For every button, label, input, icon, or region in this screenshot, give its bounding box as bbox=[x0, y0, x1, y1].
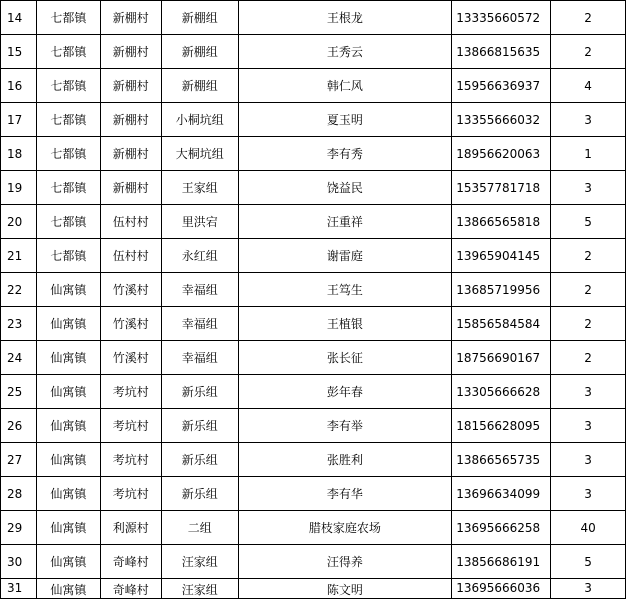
count-cell: 2 bbox=[551, 1, 626, 35]
name-cell: 王植银 bbox=[238, 307, 452, 341]
town-cell: 仙寓镇 bbox=[36, 579, 100, 599]
group-cell: 新乐组 bbox=[161, 443, 238, 477]
village-cell: 新棚村 bbox=[100, 1, 161, 35]
name-cell: 汪得养 bbox=[238, 545, 452, 579]
name-cell: 王根龙 bbox=[238, 1, 452, 35]
phone-cell: 13305666628 bbox=[452, 375, 551, 409]
phone-cell: 15856584584 bbox=[452, 307, 551, 341]
name-cell: 李有华 bbox=[238, 477, 452, 511]
row-index-cell: 14 bbox=[1, 1, 37, 35]
town-cell: 仙寓镇 bbox=[36, 375, 100, 409]
village-cell: 竹溪村 bbox=[100, 273, 161, 307]
row-index-cell: 27 bbox=[1, 443, 37, 477]
town-cell: 七都镇 bbox=[36, 137, 100, 171]
count-cell: 3 bbox=[551, 375, 626, 409]
table-row bbox=[1, 341, 626, 375]
phone-cell: 13866565818 bbox=[452, 205, 551, 239]
name-cell: 腊枝家庭农场 bbox=[238, 511, 452, 545]
name-cell: 李有秀 bbox=[238, 137, 452, 171]
group-cell: 大桐坑组 bbox=[161, 137, 238, 171]
phone-cell: 13965904145 bbox=[452, 239, 551, 273]
town-cell: 仙寓镇 bbox=[36, 443, 100, 477]
group-cell: 新棚组 bbox=[161, 35, 238, 69]
town-cell: 仙寓镇 bbox=[36, 477, 100, 511]
row-index-cell: 24 bbox=[1, 341, 37, 375]
village-cell: 新棚村 bbox=[100, 35, 161, 69]
town-cell: 仙寓镇 bbox=[36, 341, 100, 375]
village-cell: 奇峰村 bbox=[100, 545, 161, 579]
row-index-cell: 17 bbox=[1, 103, 37, 137]
village-cell: 竹溪村 bbox=[100, 341, 161, 375]
row-index-cell: 21 bbox=[1, 239, 37, 273]
village-cell: 伍村村 bbox=[100, 205, 161, 239]
town-cell: 仙寓镇 bbox=[36, 545, 100, 579]
row-index-cell: 16 bbox=[1, 69, 37, 103]
town-cell: 仙寓镇 bbox=[36, 511, 100, 545]
count-cell: 5 bbox=[551, 205, 626, 239]
table-row bbox=[1, 545, 626, 579]
village-cell: 考坑村 bbox=[100, 375, 161, 409]
count-cell: 3 bbox=[551, 579, 626, 599]
group-cell: 王家组 bbox=[161, 171, 238, 205]
name-cell: 饶益民 bbox=[238, 171, 452, 205]
row-index-cell: 20 bbox=[1, 205, 37, 239]
town-cell: 仙寓镇 bbox=[36, 307, 100, 341]
phone-cell: 13335660572 bbox=[452, 1, 551, 35]
phone-cell: 18156628095 bbox=[452, 409, 551, 443]
count-cell: 2 bbox=[551, 307, 626, 341]
phone-cell: 13695666258 bbox=[452, 511, 551, 545]
name-cell: 陈文明 bbox=[238, 579, 452, 599]
row-index-cell: 30 bbox=[1, 545, 37, 579]
row-index-cell: 26 bbox=[1, 409, 37, 443]
row-index-cell: 19 bbox=[1, 171, 37, 205]
village-cell: 考坑村 bbox=[100, 443, 161, 477]
phone-cell: 13866565735 bbox=[452, 443, 551, 477]
count-cell: 3 bbox=[551, 477, 626, 511]
group-cell: 新棚组 bbox=[161, 69, 238, 103]
name-cell: 汪重祥 bbox=[238, 205, 452, 239]
name-cell: 夏玉明 bbox=[238, 103, 452, 137]
phone-cell: 13856686191 bbox=[452, 545, 551, 579]
count-cell: 1 bbox=[551, 137, 626, 171]
count-cell: 3 bbox=[551, 443, 626, 477]
count-cell: 3 bbox=[551, 171, 626, 205]
table-row bbox=[1, 171, 626, 205]
count-cell: 2 bbox=[551, 239, 626, 273]
group-cell: 幸福组 bbox=[161, 307, 238, 341]
group-cell: 小桐坑组 bbox=[161, 103, 238, 137]
village-cell: 竹溪村 bbox=[100, 307, 161, 341]
phone-cell: 18756690167 bbox=[452, 341, 551, 375]
phone-cell: 15357781718 bbox=[452, 171, 551, 205]
town-cell: 七都镇 bbox=[36, 103, 100, 137]
name-cell: 张胜利 bbox=[238, 443, 452, 477]
phone-cell: 13866815635 bbox=[452, 35, 551, 69]
name-cell: 李有举 bbox=[238, 409, 452, 443]
table-row bbox=[1, 477, 626, 511]
phone-cell: 13685719956 bbox=[452, 273, 551, 307]
group-cell: 幸福组 bbox=[161, 341, 238, 375]
count-cell: 3 bbox=[551, 409, 626, 443]
count-cell: 2 bbox=[551, 35, 626, 69]
row-index-cell: 23 bbox=[1, 307, 37, 341]
phone-cell: 13695666036 bbox=[452, 579, 551, 599]
village-cell: 新棚村 bbox=[100, 103, 161, 137]
group-cell: 里洪宕 bbox=[161, 205, 238, 239]
phone-cell: 15956636937 bbox=[452, 69, 551, 103]
town-cell: 仙寓镇 bbox=[36, 273, 100, 307]
table-row bbox=[1, 205, 626, 239]
town-cell: 七都镇 bbox=[36, 69, 100, 103]
table-row bbox=[1, 443, 626, 477]
group-cell: 新乐组 bbox=[161, 477, 238, 511]
table-row bbox=[1, 579, 626, 599]
group-cell: 新乐组 bbox=[161, 375, 238, 409]
name-cell: 韩仁风 bbox=[238, 69, 452, 103]
village-cell: 新棚村 bbox=[100, 137, 161, 171]
group-cell: 新乐组 bbox=[161, 409, 238, 443]
count-cell: 4 bbox=[551, 69, 626, 103]
name-cell: 谢雷庭 bbox=[238, 239, 452, 273]
table-row bbox=[1, 35, 626, 69]
group-cell: 幸福组 bbox=[161, 273, 238, 307]
row-index-cell: 18 bbox=[1, 137, 37, 171]
table-row bbox=[1, 103, 626, 137]
group-cell: 汪家组 bbox=[161, 545, 238, 579]
row-index-cell: 25 bbox=[1, 375, 37, 409]
phone-cell: 13355666032 bbox=[452, 103, 551, 137]
table-body bbox=[1, 1, 626, 599]
count-cell: 5 bbox=[551, 545, 626, 579]
table-row bbox=[1, 1, 626, 35]
table-row bbox=[1, 69, 626, 103]
town-cell: 仙寓镇 bbox=[36, 409, 100, 443]
name-cell: 王秀云 bbox=[238, 35, 452, 69]
row-index-cell: 15 bbox=[1, 35, 37, 69]
village-cell: 新棚村 bbox=[100, 171, 161, 205]
row-index-cell: 29 bbox=[1, 511, 37, 545]
phone-cell: 18956620063 bbox=[452, 137, 551, 171]
group-cell: 汪家组 bbox=[161, 579, 238, 599]
row-index-cell: 22 bbox=[1, 273, 37, 307]
group-cell: 二组 bbox=[161, 511, 238, 545]
village-cell: 考坑村 bbox=[100, 409, 161, 443]
table-row bbox=[1, 307, 626, 341]
group-cell: 永红组 bbox=[161, 239, 238, 273]
town-cell: 七都镇 bbox=[36, 205, 100, 239]
name-cell: 张长征 bbox=[238, 341, 452, 375]
table-row bbox=[1, 239, 626, 273]
village-cell: 奇峰村 bbox=[100, 579, 161, 599]
town-cell: 七都镇 bbox=[36, 171, 100, 205]
table-row bbox=[1, 511, 626, 545]
village-cell: 考坑村 bbox=[100, 477, 161, 511]
village-cell: 新棚村 bbox=[100, 69, 161, 103]
table-row bbox=[1, 409, 626, 443]
town-cell: 七都镇 bbox=[36, 1, 100, 35]
village-cell: 伍村村 bbox=[100, 239, 161, 273]
count-cell: 3 bbox=[551, 103, 626, 137]
count-cell: 2 bbox=[551, 341, 626, 375]
town-cell: 七都镇 bbox=[36, 35, 100, 69]
table-row bbox=[1, 273, 626, 307]
row-index-cell: 28 bbox=[1, 477, 37, 511]
name-cell: 彭年春 bbox=[238, 375, 452, 409]
count-cell: 40 bbox=[551, 511, 626, 545]
table-row bbox=[1, 137, 626, 171]
group-cell: 新棚组 bbox=[161, 1, 238, 35]
row-index-cell: 31 bbox=[1, 579, 37, 599]
village-cell: 利源村 bbox=[100, 511, 161, 545]
town-cell: 七都镇 bbox=[36, 239, 100, 273]
count-cell: 2 bbox=[551, 273, 626, 307]
table-row bbox=[1, 375, 626, 409]
phone-cell: 13696634099 bbox=[452, 477, 551, 511]
name-cell: 王笃生 bbox=[238, 273, 452, 307]
